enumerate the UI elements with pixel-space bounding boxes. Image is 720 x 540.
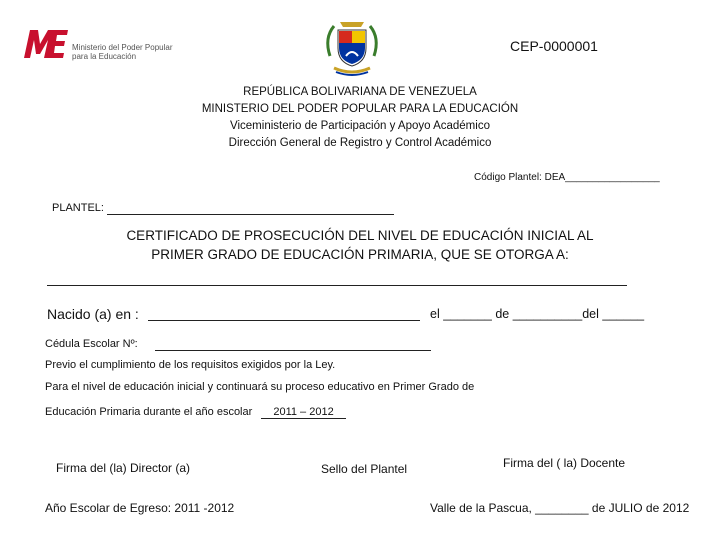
place-date[interactable]: Valle de la Pascua, ________ de JULIO de 2012 [430, 501, 690, 515]
teacher-signature-label: Firma del ( la) Docente [503, 456, 626, 470]
ministry-line-1: Ministerio del Poder Popular [72, 43, 173, 52]
heading-line: REPÚBLICA BOLIVARIANA DE VENEZUELA [243, 86, 477, 98]
ministry-line-2: para la Educación [72, 52, 137, 61]
born-label: Nacido (a) en : [47, 306, 139, 322]
certificate-title [0, 226, 720, 264]
school-code-field[interactable]: Código Plantel: DEA_________________ [474, 172, 660, 183]
id-input-line[interactable] [155, 350, 431, 351]
birthplace-input-line[interactable] [148, 320, 420, 321]
title-line: CERTIFICADO DE PROSECUCIÓN DEL NIVEL DE EDUCACIÓN INICIAL AL [126, 228, 594, 243]
birth-date-fields[interactable]: el _______ de __________del ______ [430, 307, 645, 321]
heading-line: MINISTERIO DEL PODER POPULAR PARA LA EDUCACIÓN [201, 103, 519, 115]
school-year-label: Educación Primaria durante el año escolar [45, 406, 256, 418]
title-line: PRIMER GRADO DE EDUCACIÓN PRIMARIA, QUE SE OTORGA A: [151, 247, 569, 262]
official-heading [0, 84, 720, 152]
certificate-code: CEP-0000001 [510, 38, 598, 54]
plantel-input-line[interactable] [107, 214, 394, 215]
recipient-name-line[interactable] [47, 285, 627, 286]
school-year-value: 2011 – 2012 [261, 406, 345, 419]
exit-year: Año Escolar de Egreso: 2011 -2012 [45, 501, 235, 515]
school-year-line [45, 406, 346, 419]
body-text: Previo el cumplimiento de los requisitos exigidos por la Ley. [45, 359, 336, 371]
me-logo-icon [20, 24, 68, 62]
coat-of-arms-icon [322, 16, 382, 78]
seal-label: Sello del Plantel [321, 462, 408, 476]
heading-line: Viceministerio de Participación y Apoyo Académico [230, 120, 490, 132]
id-label: Cédula Escolar Nº: [45, 338, 138, 350]
director-signature-label: Firma del (la) Director (a) [56, 461, 191, 475]
plantel-label: PLANTEL: [52, 202, 104, 214]
body-text: Para el nivel de educación inicial y continuará su proceso educativo en Primer Grado de [45, 381, 475, 393]
ministry-name [72, 43, 173, 61]
heading-line: Dirección General de Registro y Control Académico [228, 137, 492, 149]
